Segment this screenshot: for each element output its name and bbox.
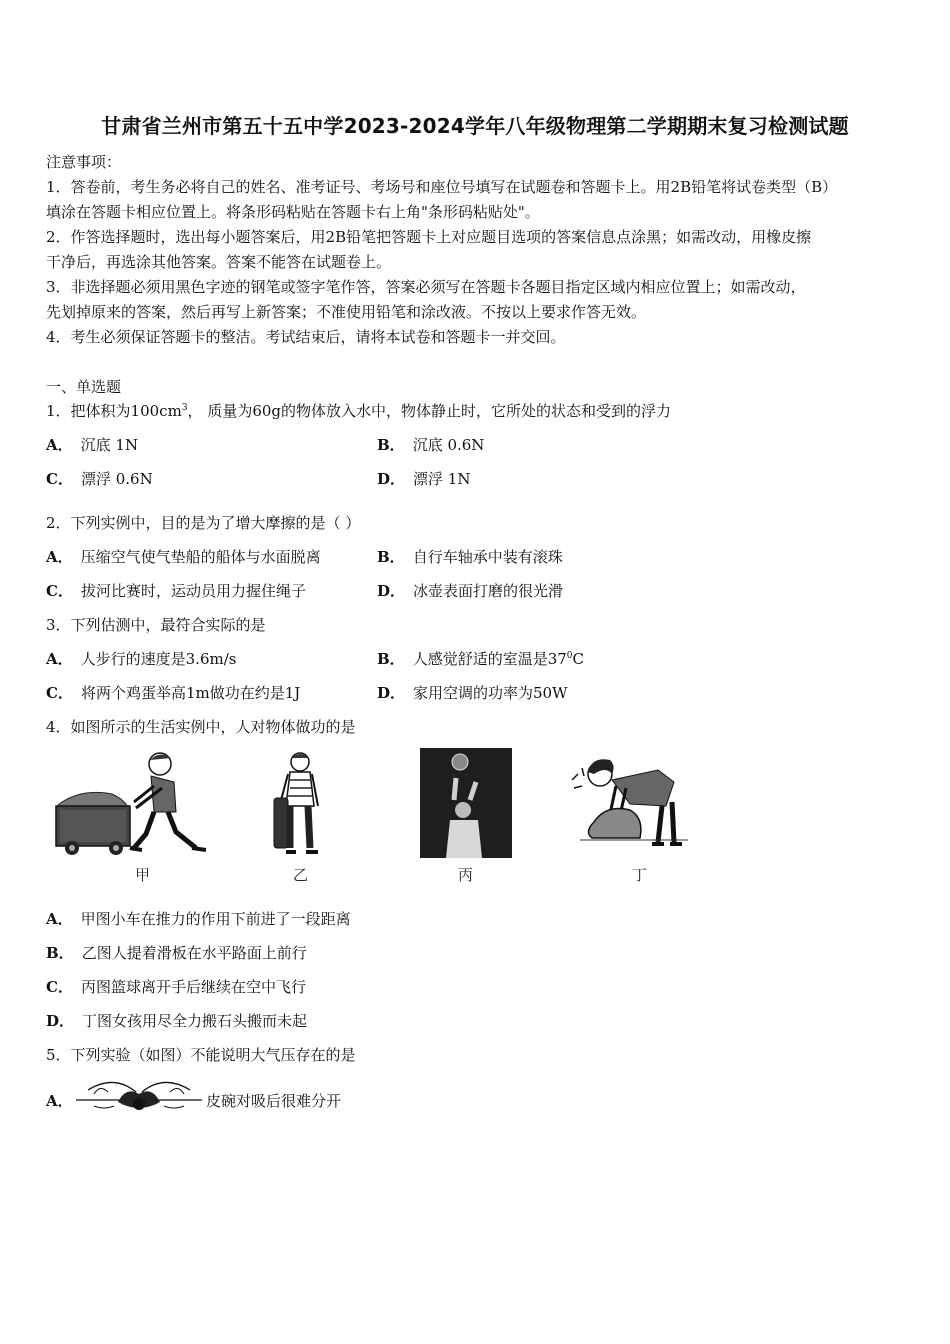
option-key: A．: [46, 910, 73, 928]
q4-stem: 4．如图所示的生活实例中，人对物体做功的是: [46, 718, 356, 736]
option-key: C．: [46, 582, 73, 600]
option-key: B．: [46, 944, 74, 962]
notice-line: 2．作答选择题时，选出每小题答案后，用2B铅笔把答题卡上对应题目选项的答案信息点涂黑；如需改动，用橡皮擦: [46, 228, 812, 246]
figure-caption-bing: 丙: [458, 866, 474, 884]
q1-option-c[interactable]: [46, 469, 153, 489]
q1-option-a[interactable]: [46, 435, 138, 455]
notice-heading: 注意事项：: [46, 153, 122, 171]
option-key: D．: [377, 582, 406, 600]
option-key: D．: [377, 470, 406, 488]
notice-line: 1．答卷前，考生务必将自己的姓名、准考证号、考场号和座位号填写在试题卷和答题卡上。用2B铅笔将试卷类型（B）: [46, 178, 838, 196]
figure-jia-push-cart: [50, 750, 210, 860]
figure-caption-yi: 乙: [293, 866, 309, 884]
notice-line: 填涂在答题卡相应位置上。将条形码粘贴在答题卡右上角"条形码粘贴处"。: [46, 203, 540, 221]
q3-option-a[interactable]: [46, 649, 236, 669]
figure-suction-cups: [74, 1076, 204, 1120]
figure-caption-jia: 甲: [135, 866, 151, 884]
option-key: A．: [46, 650, 73, 668]
q2-option-a[interactable]: [46, 547, 321, 567]
q1-stem: [46, 401, 671, 421]
notice-line: 4．考生必须保证答题卡的整洁。考试结束后，请将本试卷和答题卡一并交回。: [46, 328, 566, 346]
q3-option-d[interactable]: [377, 683, 568, 703]
figure-caption-ding: 丁: [632, 866, 648, 884]
option-key: B．: [377, 650, 405, 668]
figure-ding-lift-stone: [570, 752, 690, 852]
notice-line: 先划掉原来的答案，然后再写上新答案；不准使用铅笔和涂改液。不按以上要求作答无效。: [46, 303, 647, 321]
option-key: A．: [46, 548, 73, 566]
option-text: 将两个鸡蛋举高1m做功在约是1J: [80, 684, 301, 702]
option-key: C．: [46, 978, 73, 996]
option-key: D．: [46, 1012, 75, 1030]
notice-line: 干净后，再选涂其他答案。答案不能答在试题卷上。: [46, 253, 392, 271]
q4-option-d[interactable]: [46, 1011, 307, 1031]
q5-option-a-text: 皮碗对吸后很难分开: [206, 1092, 342, 1110]
q1-stem-sup: 3: [181, 403, 188, 413]
option-text: 拔河比赛时，运动员用力握住绳子: [80, 582, 306, 600]
option-key: C．: [46, 470, 73, 488]
q4-option-a[interactable]: [46, 909, 351, 929]
q1-stem-part: 1．把体积为100cm: [46, 402, 182, 420]
figure-bing-basketball: [420, 748, 512, 858]
q3-option-c[interactable]: [46, 683, 300, 703]
section-heading: 一、单选题: [46, 378, 122, 396]
q2-option-b[interactable]: [377, 547, 563, 567]
option-key: A．: [46, 1092, 73, 1110]
q2-option-c[interactable]: [46, 581, 306, 601]
option-text: 压缩空气使气垫船的船体与水面脱离: [80, 548, 321, 566]
q5-option-a[interactable]: [46, 1091, 73, 1111]
option-text: 漂浮 1N: [413, 470, 471, 488]
q1-option-d[interactable]: [377, 469, 470, 489]
option-text: 漂浮 0.6N: [80, 470, 153, 488]
option-text: C: [572, 650, 584, 668]
option-text: 冰壶表面打磨的很光滑: [413, 582, 564, 600]
option-key: B．: [377, 548, 405, 566]
option-text: 沉底 1N: [80, 436, 139, 454]
option-text: 人步行的速度是3.6m/s: [80, 650, 237, 668]
q2-option-d[interactable]: [377, 581, 563, 601]
option-text: 人感觉舒适的室温是37: [412, 650, 567, 668]
notice-line: 3．非选择题必须用黑色字迹的钢笔或签字笔作答，答案必须写在答题卡各题目指定区域内相应位置上；如需改动，: [46, 278, 806, 296]
option-key: C．: [46, 684, 73, 702]
option-key: B．: [377, 436, 405, 454]
q3-stem: 3．下列估测中，最符合实际的是: [46, 616, 266, 634]
option-text: 丙图篮球离开手后继续在空中飞行: [80, 978, 306, 996]
q4-option-b[interactable]: [46, 943, 307, 963]
option-key: A．: [46, 436, 73, 454]
q4-option-c[interactable]: [46, 977, 306, 997]
q5-stem: 5．下列实验（如图）不能说明大气压存在的是: [46, 1046, 356, 1064]
q1-stem-part: ， 质量为60g的物体放入水中，物体静止时，它所处的状态和受到的浮力: [187, 402, 672, 420]
option-text: 沉底 0.6N: [412, 436, 485, 454]
option-text: 家用空调的功率为50W: [413, 684, 568, 702]
figure-yi-carry-board: [268, 750, 332, 862]
option-text: 丁图女孩用尽全力搬石头搬而未起: [82, 1012, 308, 1030]
q3-option-b[interactable]: [377, 649, 584, 669]
degree-sup: 0: [566, 651, 573, 661]
option-text: 甲图小车在推力的作用下前进了一段距离: [80, 910, 351, 928]
q2-stem: 2．下列实例中，目的是为了增大摩擦的是（ ）: [46, 514, 361, 532]
exam-title: 甘肃省兰州市第五十五中学2023-2024学年八年级物理第二学期期末复习检测试题: [101, 114, 849, 138]
option-text: 自行车轴承中装有滚珠: [412, 548, 563, 566]
q1-option-b[interactable]: [377, 435, 484, 455]
option-key: D．: [377, 684, 406, 702]
option-text: 乙图人提着滑板在水平路面上前行: [81, 944, 307, 962]
